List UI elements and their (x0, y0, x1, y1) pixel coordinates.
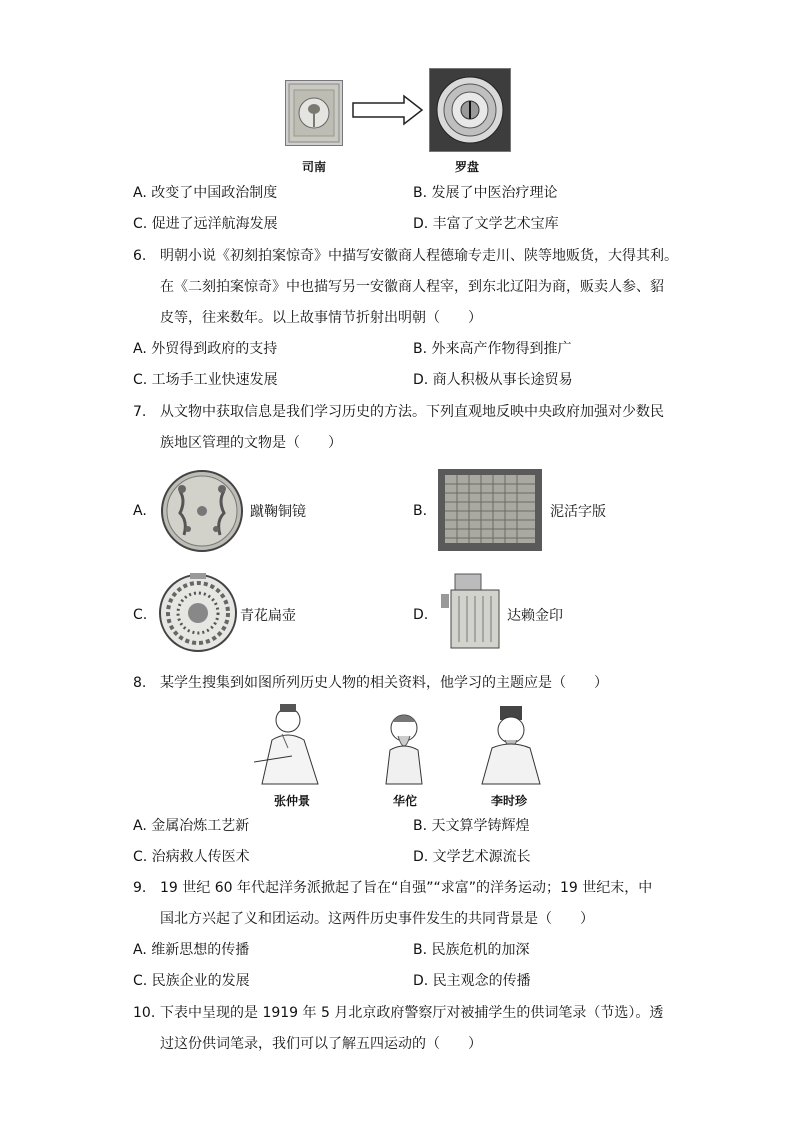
q7-option-c-letter[interactable]: C. (133, 607, 148, 623)
q8-option-a[interactable]: A. 金属冶炼工艺新 (133, 818, 250, 834)
q8-option-c[interactable]: C. 治病救人传医术 (133, 849, 250, 865)
q7-option-b-label: 泥活字版 (550, 504, 606, 520)
q10-stem-line1: 下表中呈现的是 1919 年 5 月北京政府警察厅对被捕学生的供词笔录（节选）。透 (160, 1005, 664, 1021)
sinan-caption: 司南 (302, 160, 327, 174)
q8-caption-1: 张仲景 (274, 794, 311, 808)
q9-stem-line2: 国北方兴起了义和团运动。这两件历史事件发生的共同背景是（ ） (160, 911, 594, 927)
q7-option-c-label: 青花扁壶 (240, 608, 296, 624)
q5-option-c[interactable]: C. 促进了远洋航海发展 (133, 216, 278, 232)
sinan-spoon-icon (286, 81, 342, 145)
q9-option-c[interactable]: C. 民族企业的发展 (133, 973, 250, 989)
q10-number: 10. (133, 1005, 156, 1021)
q5-option-a[interactable]: A. 改变了中国政治制度 (133, 185, 278, 201)
q6-option-b[interactable]: B. 外来高产作物得到推广 (413, 341, 572, 357)
q7-option-d-label: 达赖金印 (507, 608, 563, 624)
q8-number: 8. (133, 675, 147, 691)
q10-stem-line2: 过这份供词笔录，我们可以了解五四运动的（ ） (160, 1036, 482, 1052)
q8-stem-line1: 某学生搜集到如图所列历史人物的相关资料，他学习的主题应是（ ） (160, 675, 608, 691)
q6-option-c[interactable]: C. 工场手工业快速发展 (133, 372, 278, 388)
sinan-image (285, 80, 343, 146)
li-shizhen-portrait (478, 704, 544, 786)
hua-tuo-portrait (380, 706, 428, 786)
q6-stem-line1: 明朝小说《初刻拍案惊奇》中描写安徽商人程德瑜专走川、陕等地贩货，大得其利。 (160, 248, 678, 264)
q9-option-d[interactable]: D. 民主观念的传播 (413, 973, 531, 989)
q8-option-d[interactable]: D. 文学艺术源流长 (413, 849, 531, 865)
q9-stem-line1: 19 世纪 60 年代起洋务派掀起了旨在“自强”“求富”的洋务运动；19 世纪末，中 (160, 880, 653, 896)
q8-option-b[interactable]: B. 天文算学铸辉煌 (413, 818, 530, 834)
luopan-image (429, 68, 511, 152)
q7-number: 7. (133, 404, 147, 420)
q5-option-b[interactable]: B. 发展了中医治疗理论 (413, 185, 558, 201)
q8-caption-3: 李时珍 (491, 794, 528, 808)
zhang-zhongjing-portrait (252, 700, 326, 786)
q7-stem-line1: 从文物中获取信息是我们学习历史的方法。下列直观地反映中央政府加强对少数民 (160, 404, 664, 420)
q7-option-b-letter[interactable]: B. (413, 503, 428, 519)
luopan-caption: 罗盘 (455, 160, 480, 174)
blue-white-flask-image[interactable] (158, 571, 238, 653)
q7-option-d-letter[interactable]: D. (413, 607, 429, 623)
q5-option-d[interactable]: D. 丰富了文学艺术宝库 (413, 216, 559, 232)
dalai-golden-seal-image[interactable] (437, 572, 503, 652)
q6-option-d[interactable]: D. 商人积极从事长途贸易 (413, 372, 573, 388)
q9-option-a[interactable]: A. 维新思想的传播 (133, 942, 250, 958)
q7-option-a-letter[interactable]: A. (133, 503, 147, 519)
right-arrow-icon (352, 94, 424, 126)
bronze-mirror-image[interactable] (158, 469, 246, 553)
q6-option-a[interactable]: A. 外贸得到政府的支持 (133, 341, 278, 357)
q6-stem-line2: 在《二刻拍案惊奇》中也描写另一安徽商人程宰，到东北辽阳为商，贩卖人参、貂 (160, 279, 664, 295)
q7-option-a-label: 蹴鞠铜镜 (250, 504, 306, 520)
q8-caption-2: 华佗 (393, 794, 418, 808)
q9-number: 9. (133, 880, 147, 896)
q9-option-b[interactable]: B. 民族危机的加深 (413, 942, 530, 958)
q7-stem-line2: 族地区管理的文物是（ ） (160, 435, 342, 451)
clay-type-plate-image[interactable] (437, 468, 543, 552)
q6-number: 6. (133, 248, 147, 264)
compass-icon (430, 69, 510, 151)
q6-stem-line3: 皮等，往来数年。以上故事情节折射出明朝（ ） (160, 310, 482, 326)
